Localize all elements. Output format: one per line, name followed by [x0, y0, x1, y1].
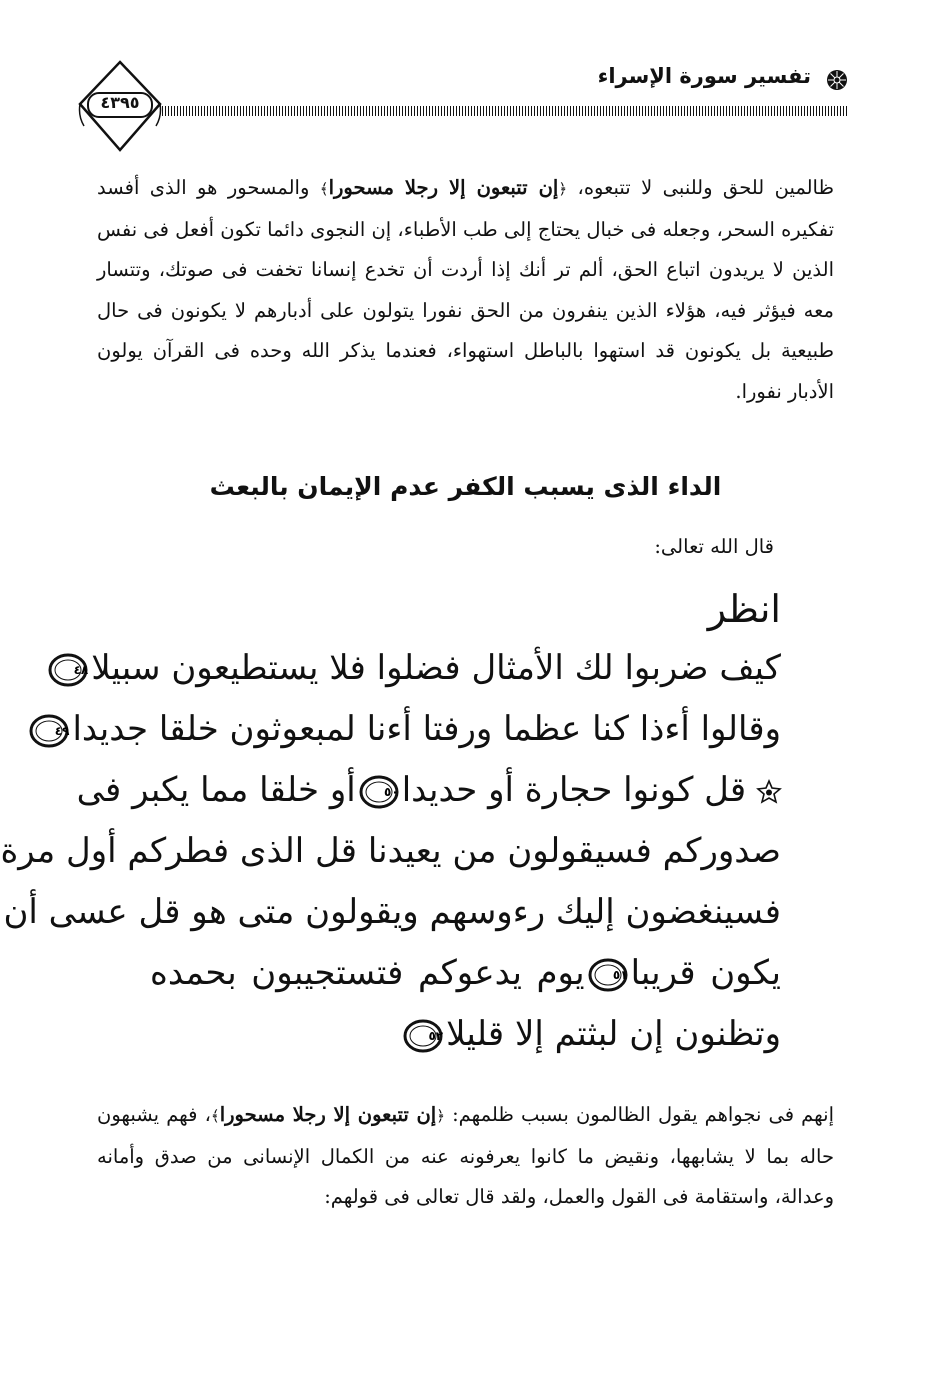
quran-text: كيف ضربوا لك الأمثال فضلوا فلا يستطيعون سبيلا [91, 648, 781, 688]
quran-opening-word: انظر [707, 587, 781, 631]
ayah-end-marker-icon [29, 714, 69, 748]
quote-open-bracket: ﴿ [558, 180, 568, 198]
ayah-number: ٤٩ [54, 724, 70, 738]
ayah-end-marker-icon [588, 958, 628, 992]
rosette-icon [825, 68, 849, 92]
quote-open-bracket: ﴿ [436, 1107, 445, 1125]
paragraph-2 [97, 1095, 834, 1218]
ayah-end-marker-icon [403, 1019, 443, 1053]
ayah-end-marker-icon [359, 775, 399, 809]
quran-text: يكون قريبا [630, 953, 781, 993]
hizb-star-icon [757, 780, 781, 804]
quoted-verse: إن تتبعون إلا رجلا مسحورا [219, 1103, 437, 1126]
quran-text: وقالوا أءذا كنا عظما ورفتا أءنا لمبعوثون خلقا جديدا [72, 709, 781, 749]
para1-text-a: ظالمين للحق وللنبى لا تتبعوه، [567, 176, 835, 199]
section-heading: الداء الذى يسبب الكفر عدم الإيمان بالبعث [209, 472, 722, 501]
quoted-verse: إن تتبعون إلا رجلا مسحورا [328, 176, 559, 199]
running-title: تفسير سورة الإسراء [597, 64, 811, 88]
quran-line-5 [3, 882, 781, 943]
para2-text-b: ، فهم يشبهون حاله بما لا يشابهها، ونقيض ما كانوا يعرفونه عنه من الكمال الإنسانى من صدق وأمانه وعدالة، واستقامة فى القول والعمل، ولقد قال تعالى فى قولهم: [97, 1103, 834, 1208]
ayah-number: ٥١ [612, 968, 628, 982]
quran-line-2 [54, 699, 781, 760]
running-header [82, 62, 849, 132]
ayah-end-marker-icon [48, 653, 88, 687]
ayah-number: ٥٢ [428, 1029, 444, 1043]
quran-line-3 [76, 760, 781, 821]
quran-line-1 [73, 638, 781, 699]
quran-line-7 [150, 1004, 781, 1065]
quran-text: صدوركم فسيقولون من يعيدنا قل الذى فطركم أول مرة [0, 831, 781, 871]
para1-text-b: والمسحور هو الذى أفسد تفكيره السحر، وجعله فى خبال يحتاج إلى طب الأطباء، إن النجوى دائما تكون أفعل فى نفس الذين لا يريدون اتباع الحق، ألم تر أنك إذا أردت أن تخدع إنسانا تخفت فى صوتك، وتتسار معه فيؤثر فيه، هؤلاء الذين ينفرون من الحق نفورا يتولون على أدبارهم لا يكونون فى حال طبيعية بل يكونون قد استهوا بالباطل استهواء، فعندما يذكر الله وحده فى القرآن يولون الأدبار نفورا. [97, 176, 834, 403]
quote-close-bracket: ﴾ [210, 1107, 220, 1125]
quran-line-4 [0, 821, 781, 882]
ayah-number: ٤٨ [73, 663, 89, 677]
quran-text: قل كونوا حجارة أو حديدا [401, 770, 747, 810]
ayah-number: ٥٠ [384, 785, 399, 799]
verse-intro: قال الله تعالى: [654, 535, 774, 558]
header-rule [162, 106, 849, 116]
page-number-badge [76, 60, 164, 156]
quran-text: يوم يدعوكم فتستجيبون بحمده [150, 953, 585, 993]
quran-line-6 [150, 943, 781, 1004]
quran-text: فسينغضون إليك رءوسهم ويقولون متى هو قل عسى أن [3, 892, 781, 932]
para2-text-a: إنهم فى نجواهم يقول الظالمون بسبب ظلمهم: [445, 1103, 834, 1126]
quran-block [0, 580, 781, 1065]
page-number: ٤٣٩٥ [100, 93, 140, 112]
quran-text: أو خلقا مما يكبر فى [76, 770, 356, 810]
quote-close-bracket: ﴾ [319, 180, 329, 198]
paragraph-1 [97, 168, 834, 412]
quran-text: وتظنون إن لبثتم إلا قليلا [446, 1014, 781, 1054]
